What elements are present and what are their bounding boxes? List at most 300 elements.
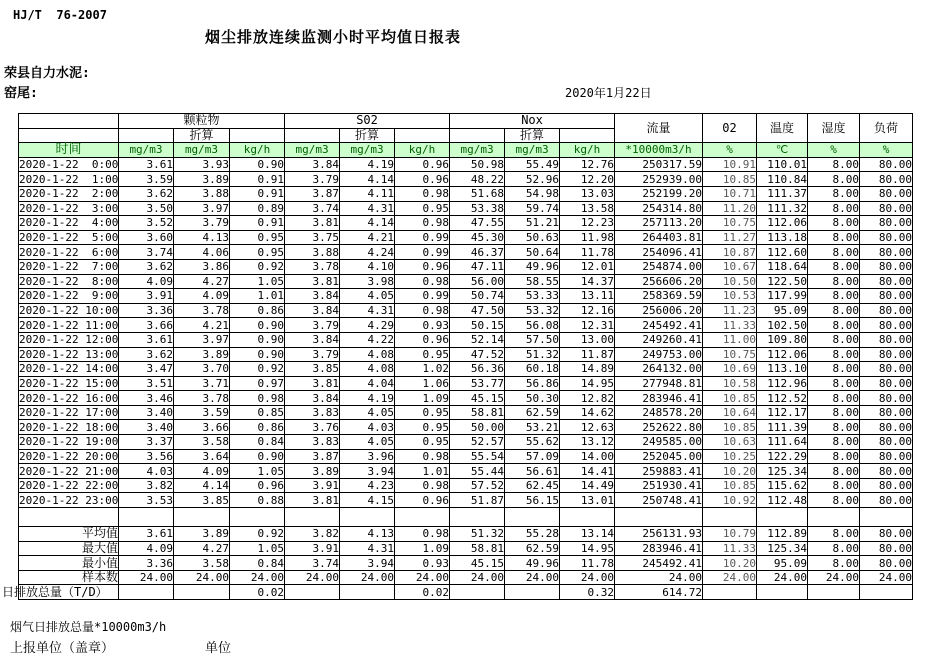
time-cell: 2020-1-22 15:00 <box>19 376 119 390</box>
table-row <box>19 464 913 479</box>
value-cell: 0.98 <box>395 449 450 464</box>
value-cell: 3.78 <box>285 259 340 274</box>
value-cell: 24.00 <box>860 570 913 585</box>
value-cell: 3.58 <box>174 435 230 450</box>
time-cell: 2020-1-22 3:00 <box>19 201 119 215</box>
value-cell: 24.00 <box>703 570 757 585</box>
unit-flow: *10000m3/h <box>615 143 703 158</box>
value-cell: 0.99 <box>395 230 450 245</box>
value-cell: 248578.20 <box>615 405 703 420</box>
value-cell: 0.95 <box>395 420 450 435</box>
empty-cell <box>703 508 757 527</box>
empty-cell <box>860 508 913 527</box>
value-cell: 257113.20 <box>615 216 703 231</box>
value-cell: 4.19 <box>340 391 395 406</box>
value-cell: 0.95 <box>230 245 285 260</box>
value-cell: 51.32 <box>505 347 560 362</box>
value-cell: 4.29 <box>340 318 395 333</box>
value-cell: 4.13 <box>340 527 395 542</box>
time-cell: 2020-1-22 2:00 <box>19 187 119 201</box>
value-cell: 24.00 <box>119 570 174 585</box>
value-cell: 0.99 <box>395 289 450 304</box>
value-cell: 3.89 <box>174 527 230 542</box>
unit-pm-kgh: kg/h <box>230 143 285 158</box>
value-cell: 24.00 <box>560 570 615 585</box>
report-table <box>2 113 913 600</box>
value-cell: 13.03 <box>560 186 615 201</box>
value-cell: 8.00 <box>808 259 860 274</box>
value-cell: 3.83 <box>285 405 340 420</box>
group-nox: Nox <box>450 114 615 129</box>
converted-label-so2: 折算 <box>340 128 395 143</box>
value-cell: 3.51 <box>119 376 174 391</box>
value-cell: 0.02 <box>395 585 450 600</box>
value-cell: 3.64 <box>174 449 230 464</box>
value-cell: 0.98 <box>395 186 450 201</box>
value-cell: 52.14 <box>450 332 505 347</box>
value-cell: 4.08 <box>340 347 395 362</box>
value-cell: 264132.00 <box>615 362 703 377</box>
value-cell: 3.40 <box>119 405 174 420</box>
value-cell <box>285 585 340 600</box>
value-cell: 254096.41 <box>615 245 703 260</box>
value-cell: 24.00 <box>450 570 505 585</box>
value-cell: 24.00 <box>174 570 230 585</box>
value-cell: 0.98 <box>395 303 450 318</box>
time-cell: 2020-1-22 17:00 <box>19 406 119 420</box>
summary-row <box>19 570 913 585</box>
value-cell: 51.68 <box>450 186 505 201</box>
value-cell: 3.97 <box>174 332 230 347</box>
value-cell: 4.14 <box>340 216 395 231</box>
time-cell: 2020-1-22 8:00 <box>19 274 119 288</box>
value-cell: 4.03 <box>340 420 395 435</box>
value-cell: 0.95 <box>230 230 285 245</box>
value-cell: 56.00 <box>450 274 505 289</box>
value-cell: 55.54 <box>450 449 505 464</box>
value-cell: 80.00 <box>860 259 913 274</box>
value-cell: 3.36 <box>119 303 174 318</box>
value-cell: 1.05 <box>230 464 285 479</box>
summary-label: 样本数 <box>19 570 119 585</box>
value-cell: 3.79 <box>285 172 340 187</box>
value-cell: 3.50 <box>119 201 174 216</box>
value-cell: 0.92 <box>230 527 285 542</box>
table-row <box>19 391 913 406</box>
value-cell: 53.77 <box>450 376 505 391</box>
value-cell: 10.87 <box>703 245 757 260</box>
value-cell: 10.63 <box>703 435 757 450</box>
value-cell: 8.00 <box>808 172 860 187</box>
time-cell: 2020-1-22 5:00 <box>19 231 119 245</box>
value-cell: 4.23 <box>340 478 395 493</box>
value-cell: 256606.20 <box>615 274 703 289</box>
value-cell: 8.00 <box>808 318 860 333</box>
value-cell: 12.82 <box>560 391 615 406</box>
value-cell: 245492.41 <box>615 556 703 571</box>
report-date: 2020年1月22日 <box>565 86 652 100</box>
value-cell: 115.62 <box>757 478 808 493</box>
value-cell: 10.75 <box>703 347 757 362</box>
header-temperature: 温度 <box>757 114 808 143</box>
value-cell: 14.00 <box>560 449 615 464</box>
table-row <box>19 347 913 362</box>
value-cell: 112.17 <box>757 405 808 420</box>
value-cell: 50.74 <box>450 289 505 304</box>
summary-row <box>19 556 913 571</box>
value-cell: 4.09 <box>119 274 174 289</box>
value-cell: 10.50 <box>703 274 757 289</box>
value-cell: 52.96 <box>505 172 560 187</box>
value-cell: 48.22 <box>450 172 505 187</box>
page-title: 烟尘排放连续监测小时平均值日报表 <box>205 28 462 46</box>
value-cell: 252045.00 <box>615 449 703 464</box>
flow-total-note: 烟气日排放总量*10000m3/h <box>10 620 167 634</box>
value-cell: 4.10 <box>340 259 395 274</box>
table-body <box>2 157 913 599</box>
time-cell: 2020-1-22 7:00 <box>19 260 119 274</box>
value-cell: 11.00 <box>703 332 757 347</box>
value-cell: 0.85 <box>230 405 285 420</box>
value-cell: 3.89 <box>285 464 340 479</box>
table-row <box>19 376 913 391</box>
value-cell: 4.22 <box>340 332 395 347</box>
value-cell: 3.70 <box>174 362 230 377</box>
value-cell: 0.90 <box>230 318 285 333</box>
value-cell: 47.11 <box>450 259 505 274</box>
value-cell: 10.71 <box>703 186 757 201</box>
time-cell: 2020-1-22 12:00 <box>19 333 119 347</box>
value-cell: 80.00 <box>860 362 913 377</box>
value-cell: 14.49 <box>560 478 615 493</box>
value-cell: 4.31 <box>340 303 395 318</box>
value-cell: 4.24 <box>340 245 395 260</box>
value-cell: 50.15 <box>450 318 505 333</box>
value-cell: 11.27 <box>703 230 757 245</box>
value-cell: 4.05 <box>340 435 395 450</box>
time-cell: 2020-1-22 23:00 <box>19 493 119 507</box>
value-cell: 0.90 <box>230 347 285 362</box>
value-cell: 259883.41 <box>615 464 703 479</box>
value-cell: 0.93 <box>395 318 450 333</box>
value-cell <box>174 585 230 600</box>
value-cell: 50.00 <box>450 420 505 435</box>
value-cell: 3.81 <box>285 216 340 231</box>
value-cell: 112.96 <box>757 376 808 391</box>
value-cell: 8.00 <box>808 332 860 347</box>
value-cell: 49.96 <box>505 259 560 274</box>
value-cell: 11.78 <box>560 556 615 571</box>
value-cell: 1.06 <box>395 376 450 391</box>
header-o2: 02 <box>703 114 757 143</box>
value-cell: 4.05 <box>340 405 395 420</box>
unit-temp-c: ℃ <box>757 143 808 158</box>
value-cell: 254874.00 <box>615 259 703 274</box>
value-cell: 80.00 <box>860 289 913 304</box>
value-cell: 57.52 <box>450 478 505 493</box>
value-cell: 3.56 <box>119 449 174 464</box>
value-cell <box>757 585 808 600</box>
summary-label: 最小值 <box>19 556 119 571</box>
value-cell: 3.78 <box>174 391 230 406</box>
value-cell <box>860 585 913 600</box>
value-cell: 80.00 <box>860 478 913 493</box>
value-cell: 10.25 <box>703 449 757 464</box>
value-cell: 3.93 <box>174 157 230 172</box>
value-cell: 24.00 <box>285 570 340 585</box>
value-cell: 13.00 <box>560 332 615 347</box>
value-cell: 3.61 <box>119 527 174 542</box>
table-row <box>19 186 913 201</box>
company-name: 荣县自力水泥: <box>4 66 90 81</box>
unit-nox-kgh: kg/h <box>560 143 615 158</box>
table-row <box>19 420 913 435</box>
value-cell: 113.10 <box>757 362 808 377</box>
value-cell: 55.28 <box>505 527 560 542</box>
value-cell: 10.20 <box>703 556 757 571</box>
value-cell: 4.09 <box>119 541 174 556</box>
value-cell: 249260.41 <box>615 332 703 347</box>
value-cell: 3.60 <box>119 230 174 245</box>
value-cell: 49.96 <box>505 556 560 571</box>
value-cell: 56.15 <box>505 493 560 508</box>
value-cell: 80.00 <box>860 172 913 187</box>
empty-cell <box>560 508 615 527</box>
value-cell: 250748.41 <box>615 493 703 508</box>
value-cell: 1.01 <box>230 289 285 304</box>
table-row <box>19 157 913 172</box>
value-cell: 1.05 <box>230 541 285 556</box>
value-cell: 10.58 <box>703 376 757 391</box>
value-cell: 8.00 <box>808 527 860 542</box>
value-cell: 3.82 <box>285 527 340 542</box>
value-cell: 3.62 <box>119 347 174 362</box>
value-cell: 62.59 <box>505 405 560 420</box>
unit-so2-conv: mg/m3 <box>340 143 395 158</box>
value-cell: 0.98 <box>395 527 450 542</box>
value-cell: 80.00 <box>860 464 913 479</box>
value-cell: 80.00 <box>860 347 913 362</box>
value-cell: 0.96 <box>395 493 450 508</box>
unit-pm-mgm3: mg/m3 <box>119 143 174 158</box>
value-cell: 3.82 <box>119 478 174 493</box>
value-cell: 3.88 <box>174 186 230 201</box>
value-cell: 0.96 <box>395 332 450 347</box>
value-cell: 53.33 <box>505 289 560 304</box>
value-cell: 1.09 <box>395 541 450 556</box>
unit-o2-pct: % <box>703 143 757 158</box>
value-cell: 4.31 <box>340 541 395 556</box>
value-cell: 8.00 <box>808 245 860 260</box>
value-cell: 258369.59 <box>615 289 703 304</box>
report-unit-label: 上报单位（盖章） <box>10 641 115 655</box>
value-cell: 80.00 <box>860 391 913 406</box>
value-cell: 8.00 <box>808 303 860 318</box>
value-cell: 3.84 <box>285 332 340 347</box>
summary-label: 最大值 <box>19 541 119 556</box>
value-cell: 3.59 <box>174 405 230 420</box>
value-cell: 3.66 <box>174 420 230 435</box>
value-cell: 10.92 <box>703 493 757 508</box>
value-cell: 0.89 <box>230 201 285 216</box>
empty-cell <box>340 508 395 527</box>
value-cell: 10.53 <box>703 289 757 304</box>
value-cell: 8.00 <box>808 157 860 172</box>
value-cell: 3.74 <box>285 201 340 216</box>
value-cell: 53.38 <box>450 201 505 216</box>
value-cell: 56.61 <box>505 464 560 479</box>
value-cell: 0.98 <box>395 274 450 289</box>
value-cell: 111.32 <box>757 201 808 216</box>
value-cell: 8.00 <box>808 391 860 406</box>
value-cell: 10.85 <box>703 420 757 435</box>
value-cell: 4.14 <box>340 172 395 187</box>
value-cell: 256006.20 <box>615 303 703 318</box>
value-cell: 0.91 <box>230 216 285 231</box>
value-cell: 252939.00 <box>615 172 703 187</box>
time-cell: 2020-1-22 11:00 <box>19 318 119 332</box>
value-cell: 3.84 <box>285 303 340 318</box>
value-cell: 0.95 <box>395 347 450 362</box>
value-cell: 11.33 <box>703 318 757 333</box>
value-cell: 0.91 <box>230 172 285 187</box>
value-cell: 3.61 <box>119 332 174 347</box>
value-cell: 4.13 <box>174 230 230 245</box>
empty-cell <box>395 508 450 527</box>
value-cell: 3.86 <box>174 259 230 274</box>
value-cell: 3.62 <box>119 259 174 274</box>
value-cell: 80.00 <box>860 435 913 450</box>
value-cell: 8.00 <box>808 362 860 377</box>
table-row <box>19 274 913 289</box>
table-row <box>19 216 913 231</box>
time-cell: 2020-1-22 18:00 <box>19 420 119 434</box>
header-row-groups <box>19 114 913 129</box>
value-cell: 55.49 <box>505 157 560 172</box>
value-cell: 264403.81 <box>615 230 703 245</box>
value-cell: 3.79 <box>285 318 340 333</box>
value-cell: 0.98 <box>395 478 450 493</box>
value-cell: 110.01 <box>757 157 808 172</box>
value-cell: 109.80 <box>757 332 808 347</box>
value-cell: 3.98 <box>340 274 395 289</box>
value-cell: 58.55 <box>505 274 560 289</box>
table-row <box>19 332 913 347</box>
value-cell: 3.96 <box>340 449 395 464</box>
value-cell: 112.89 <box>757 527 808 542</box>
value-cell: 4.31 <box>340 201 395 216</box>
value-cell <box>340 585 395 600</box>
table-row <box>19 449 913 464</box>
value-cell: 12.20 <box>560 172 615 187</box>
value-cell: 13.14 <box>560 527 615 542</box>
table-row <box>19 405 913 420</box>
value-cell: 3.94 <box>340 556 395 571</box>
value-cell: 3.85 <box>174 493 230 508</box>
header-load: 负荷 <box>860 114 913 143</box>
value-cell: 57.50 <box>505 332 560 347</box>
table-row <box>19 259 913 274</box>
value-cell: 3.36 <box>119 556 174 571</box>
summary-label: 日排放总量（T/D） <box>19 585 119 600</box>
value-cell: 8.00 <box>808 201 860 216</box>
value-cell: 3.87 <box>285 186 340 201</box>
time-cell: 2020-1-22 10:00 <box>19 304 119 318</box>
value-cell: 3.40 <box>119 420 174 435</box>
value-cell: 3.46 <box>119 391 174 406</box>
value-cell: 111.37 <box>757 186 808 201</box>
value-cell: 3.74 <box>285 556 340 571</box>
value-cell: 24.00 <box>757 570 808 585</box>
value-cell: 51.87 <box>450 493 505 508</box>
summary-row <box>19 541 913 556</box>
value-cell: 11.98 <box>560 230 615 245</box>
value-cell: 112.06 <box>757 216 808 231</box>
value-cell: 1.05 <box>230 274 285 289</box>
value-cell: 14.41 <box>560 464 615 479</box>
value-cell: 3.89 <box>174 172 230 187</box>
value-cell: 122.50 <box>757 274 808 289</box>
value-cell: 3.76 <box>285 420 340 435</box>
time-cell: 2020-1-22 21:00 <box>19 464 119 478</box>
value-cell: 125.34 <box>757 464 808 479</box>
location-label: 窑尾: <box>4 86 38 101</box>
value-cell: 4.27 <box>174 541 230 556</box>
value-cell: 45.15 <box>450 556 505 571</box>
value-cell: 0.95 <box>395 201 450 216</box>
value-cell: 249585.00 <box>615 435 703 450</box>
value-cell: 80.00 <box>860 376 913 391</box>
value-cell: 80.00 <box>860 420 913 435</box>
value-cell: 13.01 <box>560 493 615 508</box>
value-cell: 80.00 <box>860 405 913 420</box>
value-cell: 52.57 <box>450 435 505 450</box>
value-cell: 8.00 <box>808 186 860 201</box>
table-row <box>19 289 913 304</box>
value-cell: 47.50 <box>450 303 505 318</box>
value-cell: 12.01 <box>560 259 615 274</box>
standard-code: HJ/T 76-2007 <box>13 8 107 22</box>
value-cell: 24.00 <box>615 570 703 585</box>
value-cell: 0.95 <box>395 435 450 450</box>
value-cell: 0.96 <box>395 259 450 274</box>
value-cell: 80.00 <box>860 201 913 216</box>
value-cell: 256131.93 <box>615 527 703 542</box>
value-cell: 47.55 <box>450 216 505 231</box>
header-row-units <box>19 143 913 158</box>
value-cell: 249753.00 <box>615 347 703 362</box>
value-cell: 3.81 <box>285 274 340 289</box>
value-cell: 113.18 <box>757 230 808 245</box>
value-cell: 0.86 <box>230 303 285 318</box>
unit-pm-conv: mg/m3 <box>174 143 230 158</box>
value-cell: 50.63 <box>505 230 560 245</box>
unit-humidity-pct: % <box>808 143 860 158</box>
value-cell: 8.00 <box>808 376 860 391</box>
time-cell: 2020-1-22 0:00 <box>19 158 119 172</box>
value-cell: 3.74 <box>119 245 174 260</box>
value-cell: 0.90 <box>230 449 285 464</box>
converted-label-nox: 折算 <box>505 128 560 143</box>
value-cell: 3.91 <box>119 289 174 304</box>
value-cell: 1.01 <box>395 464 450 479</box>
value-cell: 80.00 <box>860 245 913 260</box>
value-cell: 4.15 <box>340 493 395 508</box>
value-cell: 0.92 <box>230 362 285 377</box>
time-cell: 2020-1-22 14:00 <box>19 362 119 376</box>
value-cell: 3.84 <box>285 391 340 406</box>
value-cell: 46.37 <box>450 245 505 260</box>
